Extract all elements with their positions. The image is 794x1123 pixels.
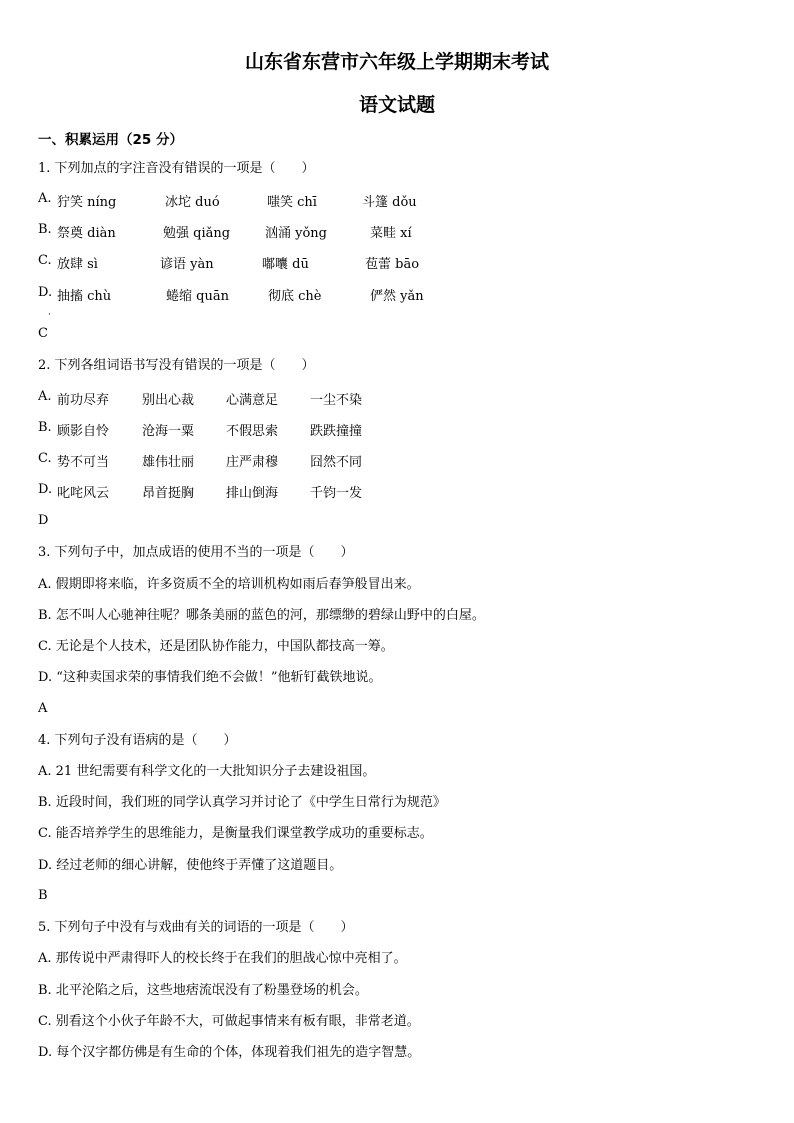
q2-option-item: 千钧一发 xyxy=(310,486,363,501)
q1-answer: C xyxy=(38,326,48,341)
q3-option-c: C. 无论是个人技术，还是团队协作能力，中国队都技高一筹。 xyxy=(38,639,394,654)
q2-option-letter: D. xyxy=(38,482,53,497)
q2-option-item: 前功尽弃 xyxy=(57,393,110,408)
q2-option-item: 排山倒海 xyxy=(226,486,279,501)
q2-option-item: 庄严肃穆 xyxy=(226,455,279,470)
q2-option-item: 沧海一粟 xyxy=(142,424,195,439)
q2-answer: D xyxy=(38,513,49,528)
q4-option-a: A. 21 世纪需要有科学文化的一大批知识分子去建设祖国。 xyxy=(38,764,376,779)
document-title: 山东省东营市六年级上学期期末考试 xyxy=(244,51,549,73)
section-heading: 一、积累运用（25 分） xyxy=(38,132,183,148)
q1-option-item: 放肆 sì xyxy=(57,257,98,272)
q2-option-item: 昂首挺胸 xyxy=(142,486,195,501)
q1-option-item: 嘟囔 dū xyxy=(262,257,309,272)
document-subtitle: 语文试题 xyxy=(358,94,435,116)
q1-option-letter: D. xyxy=(38,285,53,300)
q5-option-a: A. 那传说中严肃得吓人的校长终于在我们的胆战心惊中亮相了。 xyxy=(38,951,407,966)
q5-option-c: C. 别看这个小伙子年龄不大，可做起事情来有板有眼，非常老道。 xyxy=(38,1014,420,1029)
q1-option-item: 汹涌 yǒng xyxy=(265,226,327,241)
q1-option-item: 菜畦 xí xyxy=(370,226,412,241)
q3-option-b: B. 怎不叫人心驰神往呢？哪条美丽的蓝色的河，那缥缈的碧绿山野中的白屋。 xyxy=(38,608,485,623)
q2-option-item: 跌跌撞撞 xyxy=(310,424,363,439)
q1-option-item: 俨然 yǎn xyxy=(370,289,424,304)
q4-option-d: D. 经过老师的细心讲解，使他终于弄懂了这道题目。 xyxy=(38,858,343,873)
q2-option-item: 叱咤风云 xyxy=(57,486,110,501)
q4-option-c: C. 能否培养学生的思维能力，是衡量我们课堂教学成功的重要标志。 xyxy=(38,826,433,841)
q2-option-item: 一尘不染 xyxy=(310,393,363,408)
q4-stem: 4. 下列句子没有语病的是（ ） xyxy=(38,733,237,748)
q2-option-item: 不假思索 xyxy=(226,424,279,439)
q1-option-item: 抽搐 chù xyxy=(57,289,112,304)
q5-stem: 5. 下列句子中没有与戏曲有关的词语的一项是（ ） xyxy=(38,920,354,935)
q1-option-item: 蜷缩 quān xyxy=(166,289,229,304)
q1-option-item: 祭奠 diàn xyxy=(57,226,116,241)
q2-option-item: 雄伟壮丽 xyxy=(142,455,195,470)
q1-option-letter: A. xyxy=(38,191,52,206)
q1-option-item: 嗤笑 chī xyxy=(267,195,317,210)
q5-option-b: B. 北平沦陷之后，这些地痞流氓没有了粉墨登场的机会。 xyxy=(38,983,368,998)
q1-option-item: 谚语 yàn xyxy=(160,257,214,272)
emphasis-dot: · xyxy=(48,310,51,320)
q2-option-item: 心满意足 xyxy=(226,393,279,408)
q1-option-item: 斗篷 dǒu xyxy=(362,195,417,210)
q3-answer: A xyxy=(38,701,48,716)
q2-option-letter: B. xyxy=(38,420,52,435)
q3-option-a: A. 假期即将来临，许多资质不全的培训机构如雨后春笋般冒出来。 xyxy=(38,577,420,592)
q4-option-b: B. 近段时间，我们班的同学认真学习并讨论了《中学生日常行为规范》 xyxy=(38,795,446,810)
q3-option-d: D. “这种卖国求荣的事情我们绝不会做！”他斩钉截铁地说。 xyxy=(38,670,382,685)
q1-option-item: 冰坨 duó xyxy=(165,195,220,210)
q1-stem: 1. 下列加点的字注音没有错误的一项是（ ） xyxy=(38,161,315,176)
q2-option-letter: A. xyxy=(38,389,52,404)
q2-option-item: 势不可当 xyxy=(57,455,110,470)
q3-stem: 3. 下列句子中，加点成语的使用不当的一项是（ ） xyxy=(38,545,354,560)
q1-option-item: 苞蕾 bāo xyxy=(365,257,420,272)
q1-option-item: 狞笑 níng xyxy=(57,195,117,210)
q2-option-letter: C. xyxy=(38,451,52,466)
q1-option-letter: C. xyxy=(38,253,52,268)
q1-option-letter: B. xyxy=(38,222,52,237)
q5-option-d: D. 每个汉字都仿佛是有生命的个体，体现着我们祖先的造字智慧。 xyxy=(38,1045,421,1060)
q1-option-item: 彻底 chè xyxy=(268,289,322,304)
q2-option-item: 囧然不同 xyxy=(310,455,363,470)
q2-option-item: 别出心裁 xyxy=(142,393,195,408)
q4-answer: B xyxy=(38,888,48,903)
q2-option-item: 顾影自怜 xyxy=(57,424,110,439)
q2-stem: 2. 下列各组词语书写没有错误的一项是（ ） xyxy=(38,358,315,373)
q1-option-item: 勉强 qiǎng xyxy=(163,226,231,241)
